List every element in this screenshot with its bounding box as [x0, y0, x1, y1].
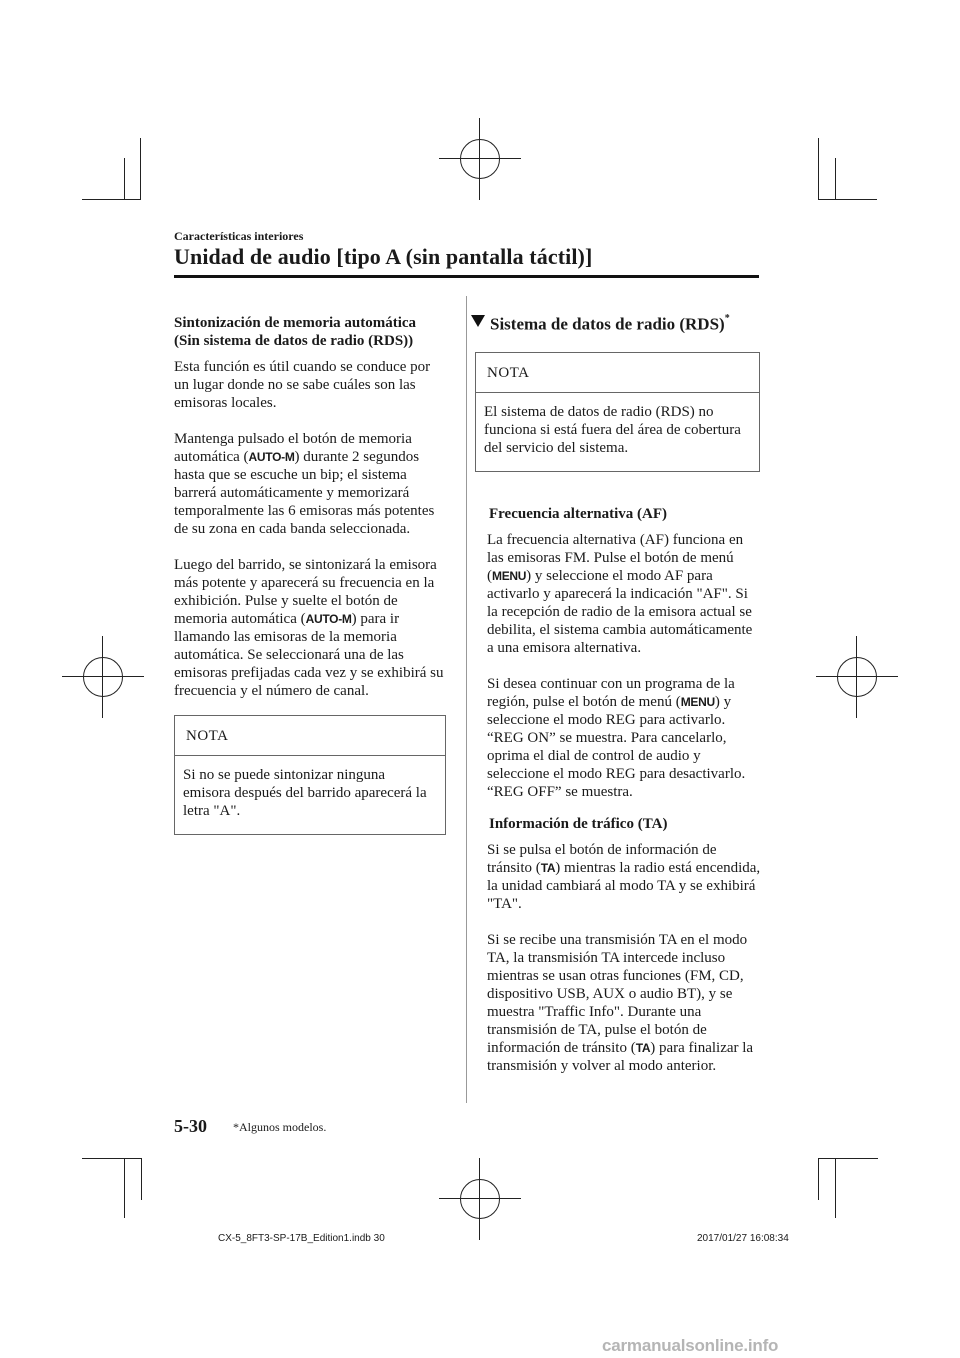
registration-mark-icon: [439, 1158, 521, 1240]
crop-mark: [82, 199, 141, 200]
optional-star: *: [724, 313, 730, 324]
auto-m-key-icon: AUTO-M: [248, 450, 295, 464]
column-divider: [466, 296, 467, 1103]
text: Mantenga pulsado el botón de memoria automática (: [174, 431, 412, 465]
note-title: NOTA: [175, 716, 445, 756]
right-column: [484, 311, 762, 1093]
crop-mark: [818, 1158, 878, 1159]
af-heading: Frecuencia alternativa (AF): [489, 505, 668, 522]
ta-heading: Información de tráfico (TA): [489, 815, 668, 832]
section-label: Características interiores: [174, 229, 304, 243]
title-rule: [174, 275, 759, 278]
registration-mark-icon: [62, 636, 144, 718]
paragraph: [487, 931, 762, 1075]
date-info: 2017/01/27 16:08:34: [697, 1233, 789, 1244]
ta-key-icon: TA: [635, 1040, 651, 1055]
registration-mark-icon: [439, 118, 521, 200]
note-box: [475, 352, 760, 472]
rds-heading: [487, 311, 762, 335]
crop-mark: [835, 1158, 836, 1218]
text: Si se pulsa el botón de información de tránsito (: [487, 841, 717, 876]
footnote: *Algunos modelos.: [233, 1120, 327, 1134]
crop-mark: [124, 158, 125, 200]
rds-heading-text: [490, 311, 730, 335]
registration-mark-icon: [816, 636, 898, 718]
rds-heading-label: Sistema de datos de radio (RDS): [490, 314, 725, 334]
text: ) y seleccione el modo AF para activarlo y aparecerá la indicación "AF". Si la recepción de radio de la emisora actual se debilita, el sistema cambia automáticamente a una emisora alternativa.: [487, 567, 753, 656]
heading-line: Sintonización de memoria automática: [174, 315, 417, 331]
text: ) y seleccione el modo REG para activarlo. “REG ON” se muestra. Para cancelarlo, oprima el dial de control de audio y seleccione el modo REG para desactivarlo. “REG OFF” se muestra.: [487, 693, 746, 800]
paragraph: [174, 556, 446, 700]
crop-mark: [818, 199, 877, 200]
watermark: carmanualsonline.info: [602, 1336, 779, 1355]
ta-key-icon: TA: [540, 860, 556, 875]
crop-mark: [140, 138, 141, 200]
text: ) mientras la radio está encendida, la unidad cambiará al modo TA y se exhibirá "TA".: [487, 859, 761, 912]
text: Luego del barrido, se sintonizará la emisora más potente y aparecerá su frecuencia en la exhibición. Pulse y suelte el botón de memoria automática (: [174, 557, 437, 627]
paragraph: [487, 531, 762, 657]
paragraph: [487, 841, 762, 913]
crop-mark: [141, 1158, 142, 1200]
crop-mark: [124, 1158, 125, 1218]
note-text: El sistema de datos de radio (RDS) no funciona si está fuera del área de cobertura del servicio del sistema.: [484, 403, 741, 456]
paragraph: [487, 675, 762, 801]
text: La frecuencia alternativa (AF) funciona en las emisoras FM. Pulse el botón de menú (: [487, 531, 744, 584]
crop-mark: [835, 158, 836, 200]
paragraph: [174, 430, 446, 538]
text: ) para finalizar la transmisión y volver al modo anterior.: [487, 1039, 754, 1074]
text: ) para ir llamando las emisoras de la memoria automática. Se seleccionará una de las emisoras prefijadas cada vez y se exhibirá su frecuencia y el número de canal.: [174, 611, 444, 699]
page-title: Unidad de audio [tipo A (sin pantalla táctil)]: [174, 244, 593, 269]
paragraph: Esta función es útil cuando se conduce por un lugar donde no se sabe cuáles son las emisoras locales.: [174, 359, 431, 411]
auto-m-key-icon: AUTO-M: [305, 612, 352, 626]
auto-memory-heading: [174, 314, 446, 350]
heading-line: (Sin sistema de datos de radio (RDS)): [174, 333, 414, 349]
crop-mark: [82, 1158, 142, 1159]
left-column: [174, 314, 446, 835]
triangle-bullet-icon: [471, 315, 485, 327]
page-number: 5-30: [174, 1116, 207, 1136]
text: ) durante 2 segundos hasta que se escuche un bip; el sistema barrerá automáticamente y memorizará temporalmente las 6 emisoras más potentes de su zona en cada banda seleccionada.: [174, 449, 435, 537]
menu-key-icon: MENU: [680, 694, 715, 709]
text: Si se recibe una transmisión TA en el modo TA, la transmisión TA intercede incluso mientras se usan otras funciones (FM, CD, dispositivo USB, AUX o audio BT), y se muestra "Traffic Info". Durante una transmisión de TA, pulse el botón de información de tránsito (: [487, 931, 748, 1056]
text: Si desea continuar con un programa de la región, pulse el botón de menú (: [487, 675, 735, 710]
note-title: NOTA: [476, 353, 759, 393]
note-text: Si no se puede sintonizar ninguna emisora después del barrido aparecerá la letra "A".: [183, 767, 427, 819]
file-info: CX-5_8FT3-SP-17B_Edition1.indb 30: [218, 1233, 385, 1244]
crop-mark: [818, 1158, 819, 1200]
note-box: [174, 715, 446, 835]
crop-mark: [818, 138, 819, 200]
menu-key-icon: MENU: [492, 568, 527, 583]
